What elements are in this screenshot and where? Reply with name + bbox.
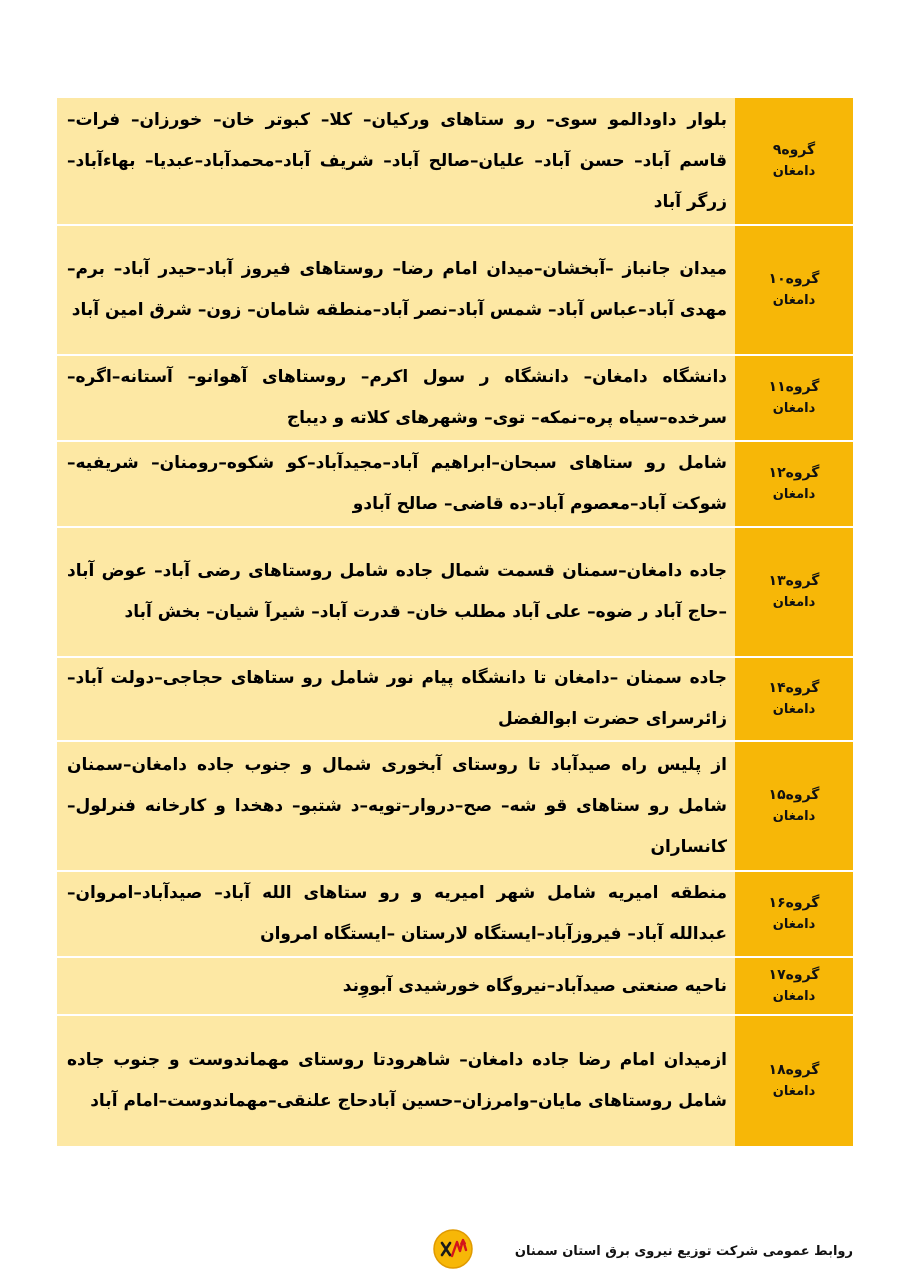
table-row	[57, 742, 853, 872]
city-label: دامغان	[772, 487, 816, 502]
table-row	[57, 872, 853, 958]
areas-text: دانشگاه دامغان– دانشگاه ر سول اکرم– روستاهای آهوانو– آستانه–اگره– سرخده–سیاه پره–نمکه– توی– وشهرهای کلاته و دیباج	[57, 356, 735, 442]
areas-text: میدان جانباز –آبخشان–میدان امام رضا– روستاهای فیروز آباد–حیدر آباد– برم– مهدی آباد–عباس آباد– شمس آباد–نصر آباد–منطقه شامان– زون– شرق امین آباد	[57, 226, 735, 356]
city-label: دامغان	[772, 293, 816, 308]
group-label: گروه۱۶	[768, 895, 820, 911]
group-label: گروه۱۸	[768, 1062, 820, 1078]
footer	[0, 1222, 909, 1272]
group-label: گروه۱۲	[768, 465, 820, 481]
table-row	[57, 1016, 853, 1146]
group-cell	[735, 742, 853, 872]
table-row	[57, 442, 853, 528]
city-label: دامغان	[772, 989, 816, 1004]
group-label: گروه۱۳	[768, 573, 820, 589]
areas-text: بلوار داودالمو سوی– رو ستاهای ورکیان– کلا– کبوتر خان– خورزان– فرات– قاسم آباد– حسن آباد– علیان–صالح آباد– شریف آباد–محمدآباد–عبدیا– بهاءآباد–زرگر آباد	[57, 98, 735, 226]
areas-text: ازمیدان امام رضا جاده دامغان– شاهرودتا روستای مهماندوست و جنوب جاده شامل روستاهای مایان–وامرزان–حسین آبادحاج علنقی–مهماندوست–امام آباد	[57, 1016, 735, 1146]
group-cell	[735, 98, 853, 226]
city-label: دامغان	[772, 1084, 816, 1099]
city-label: دامغان	[772, 917, 816, 932]
footer-organization-text: روابط عمومی شرکت توزیع نیروی برق استان سمنان	[514, 1244, 853, 1259]
group-cell	[735, 226, 853, 356]
group-label: گروه۱۵	[768, 787, 820, 803]
table-row	[57, 528, 853, 658]
group-cell	[735, 528, 853, 658]
table-row	[57, 958, 853, 1016]
group-cell	[735, 872, 853, 958]
areas-text: منطقه امیریه شامل شهر امیریه و رو ستاهای الله آباد– صیدآباد–امروان– عبدالله آباد– فیروزآباد–ایستگاه لارستان –ایستگاه امروان	[57, 872, 735, 958]
city-label: دامغان	[772, 164, 816, 179]
electric-company-logo-icon	[432, 1228, 474, 1270]
city-label: دامغان	[772, 809, 816, 824]
outage-schedule-table	[57, 98, 853, 1146]
areas-text: شامل رو ستاهای سبحان–ابراهیم آباد–مجیدآباد–کو شکوه–رومنان– شریفیه–شوکت آباد–معصوم آباد–ده قاضی– صالح آبادو	[57, 442, 735, 528]
group-cell	[735, 442, 853, 528]
group-cell	[735, 658, 853, 742]
group-cell	[735, 958, 853, 1016]
city-label: دامغان	[772, 401, 816, 416]
group-label: گروه۱۰	[768, 271, 820, 287]
group-cell	[735, 1016, 853, 1146]
table-row	[57, 658, 853, 742]
group-label: گروه۱۷	[768, 967, 820, 983]
group-cell	[735, 356, 853, 442]
areas-text: ناحیه صنعتی صیدآباد–نیروگاه خورشیدی آبووِند	[57, 958, 735, 1016]
areas-text: از پلیس راه صیدآباد تا روستای آبخوری شمال و جنوب جاده دامغان–سمنان شامل رو ستاهای قو شه– صح–دروار–تویه–د شتبو– دهخدا و کارخانه فنرلول–کانساران	[57, 742, 735, 872]
city-label: دامغان	[772, 702, 816, 717]
group-label: گروه۹	[772, 142, 816, 158]
group-label: گروه۱۴	[768, 680, 820, 696]
table-row	[57, 226, 853, 356]
areas-text: جاده دامغان–سمنان قسمت شمال جاده شامل روستاهای رضی آباد– عوض آباد –حاج آباد ر ضوه– علی آباد مطلب خان– قدرت آباد– شیرآ شیان– بخش آباد	[57, 528, 735, 658]
group-label: گروه۱۱	[768, 379, 820, 395]
table-row	[57, 356, 853, 442]
city-label: دامغان	[772, 595, 816, 610]
areas-text: جاده سمنان –دامغان تا دانشگاه پیام نور شامل رو ستاهای حجاجی–دولت آباد–زائرسرای حضرت ابوالفضل	[57, 658, 735, 742]
table-row	[57, 98, 853, 226]
